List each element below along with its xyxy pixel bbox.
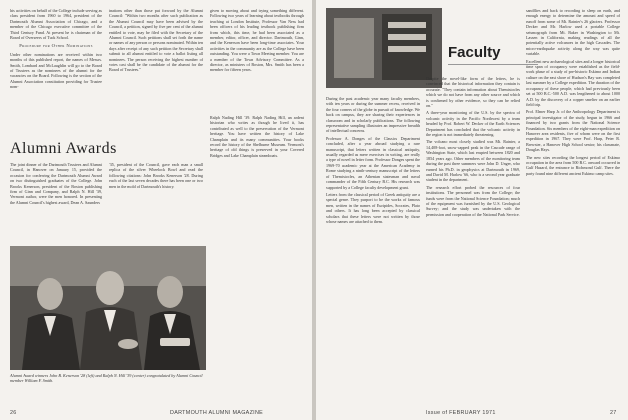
left-col1-procedure: Under other nominations are received within two months of this published report, the names of Messrs. Smith, Lombard and McLaughlin will go to the Board of Trustees as the nominees of the alumni for the vacancies on the Board. Following is the section of the Alumni Association constitution providing for Trustee nom- [10, 51, 102, 90]
right-col1 [326, 96, 420, 396]
right-col1-para3: Letters from the classical period of Greek antiquity are a special genre. They purport to be the works of famous men, written in the names of Euripides, Socrates, Plato and others. It has long been accepted by classical scholars that these letters were not written by those whose names are attached to them. [326, 191, 420, 224]
left-col2-top [109, 8, 203, 128]
right-col2 [426, 76, 520, 396]
left-footer-title: DARTMOUTH ALUMNI MAGAZINE [170, 410, 264, 416]
right-footer-issue: Issue of FEBRUARY 1971 [426, 410, 496, 416]
right-col2-para3: The volcano most closely studied was Mt. Rainier, a 14,408-foot, snow-capped peak in the Cascade range of Washington State, which last erupted between 1820 and 1854 years ago. Other members of the monitoring team during the past three summers were John D. Unger, who earned his Ph.D. in geophysics at Dartmouth in 1969, and David M. Harlow '66, who is a second year graduate student in the department. [426, 139, 520, 183]
right-col3 [526, 8, 620, 396]
right-col3-para4: The new sites recording the longest period of Eskimo occupation in the area from 500 B.C. onward occurred in Gulf Hazard, the entrance to Richmond Gulf. There the party found nine different ancient Eskimo camp sites. [526, 154, 620, 176]
title-rule [448, 64, 538, 65]
right-col2-para2: A three-year monitoring of the U.S. by the spectra of volcanic activity in the Pacific Northwest by a team headed by Prof. Robert W. Decker of the Earth Sciences Department has concluded that the volcanic activity in the region is not immediately threatening. [426, 110, 520, 138]
left-col3 [210, 8, 304, 338]
photo-illustration [10, 246, 206, 370]
right-col3-para2: Excellent new archaeological sites and a longer historical time span of occupancy were established as the field-work phase of a study of pre-historic Eskimo and Indian culture on the east shore of Hudson's Bay was completed last summer by a College expedition. The duration of the occupancy of these people, which had previously been set at 500 B.C.-500 A.D. was lengthened to about 1000 A.D. by the discovery of a copper smelter on an earlier field trip. [526, 58, 620, 107]
right-page-number: 27 [610, 410, 617, 416]
awards-col2 [109, 162, 203, 242]
faculty-section-title: Faculty [448, 44, 501, 61]
right-col1-intro: During the past academic year many faculty members, with ten years or during the summer recess, received in the four corners of the globe in pursuit of knowledge. We back on campus, they are sharing their experiences in classroom and in scholarly publications. The following representative sampling illustrates an impressive breadth of intellectual concerns. [326, 96, 420, 134]
right-col1-para2: Professor A. Donges of the Classics Department concluded, after a year abroad studying a rare manuscript, that letters written in classical antiquity, usually regarded as mere exercises in writing, are really a type of novel in letter form. Professor Donges spent the 1969-70 academic year at the American Academy in Rome studying a ninth-century manuscript of the letters of Themistocles, an Athenian statesman and naval commander of the Fifth Century B.C. His research was supported by a College faculty development grant. [326, 135, 420, 190]
award-winners-photo [10, 246, 206, 370]
faculty-header-photo [326, 8, 442, 88]
right-col2-para4: The research effort probed the resources of four institutions. The personnel was from the College; the funds were from the National Science Foundation; much of the equipment was furnished by the U.S. Geological Survey; and the study was undertaken with the permission and cooperation of the National Park Service. [426, 184, 520, 217]
procedure-heading: Procedure for Other Nominations [19, 43, 93, 49]
alumni-awards-title: Alumni Awards [10, 140, 117, 157]
right-col2-text: Despite the novel-like form of the letters, he is convinced that the historical information they contain is accurate. "They contain information about Themistocles which we do not have from any other source and which is confirmed by other evidence, so they can be relied on." [426, 76, 520, 109]
photo-caption: Alumni Award winners John B. Kenerson '28 (left) and Ralph N. Hill '39 (center) congratulated by Alumni Council member William F. Smith. [10, 373, 203, 384]
left-page-number: 26 [10, 410, 17, 416]
awards-col1-text: The joint dinner of the Dartmouth Trustees and Alumni Council, in Hanover on January 15, provided the occasion for conferring the Dartmouth Alumni Award on two distinguished graduates of the College. John Brooks Kenerson, president of the Boston publishing firm of Ginn and Company, and Ralph N. Hill '39, Vermont author, were the men honored. In presenting the Alumni Council's highest award, Dean A. Saunders [10, 162, 102, 205]
left-col3-text: given to moving about and trying something different. Following two years of learning about textbooks through teaching at London Institute, Professor Van Ness had been officers of his leading textbook publishing firm from which, this time, he had been associated as a member, editor, officer, and director. Dartmouth, Ginn, and the Kenerson have been long-time associates. Your activities in the community are as the College have been outstanding. You were a Town Meeting member. You are a member of the Town Advisory Committee. As a director, as ministers of Boston, Mrs. Smith has been a member for fifteen years. [210, 8, 304, 73]
right-page [316, 0, 628, 420]
left-page [0, 0, 312, 420]
awards-col3-text: Ralph Nading Hill '39. Ralph Nading Hill, an ardent historian who writes as though he lived it, has contributed as well to the preservation of the Vermont heritage. You have written the history of Lake Champlain and its many communities. Your books record the history of the Shelburne Museum. Vermont's heritage of old things is preserved in your Covered Bridges and Lake Champlain steamboats. [210, 114, 304, 158]
awards-col2-text: '35, president of the Council, gave each man a small replica of the silver Wheelock Bowl and read the following citations: John Brooks Kenerson '28. During each of the last seven decades there has been one or two men in the mold of Dartmouth's history. [109, 162, 203, 189]
left-col1-text: his activities on behalf of the College include serving as class president from 1960 to 1964, president of the Dartmouth Alumni Association of Chicago, and a member of the Chicago executive committee of the Third Century Fund. At present he is chairman of the Board of Overseers of Tuck School. [10, 8, 102, 41]
left-col2-text: inations other than those put forward by the Alumni Council: "Within two months after such publication as the Alumni Council may have been advised by the Council, a petition, signed by five per cent of the alumni entitled to vote, may be filed with the Secretary of the Alumni Council. Such petitions shall set forth the name or names of any person or persons nominated. Within ten days after receipt of any such petition the Secretary shall submit to all alumni entitled to vote a ballot listing all nominees. The person receiving the highest number of votes cast shall be the candidate of the alumni for the Board of Trustees." [109, 8, 203, 73]
left-col1-top [10, 8, 102, 128]
faculty-photo-illustration [326, 8, 442, 88]
awards-col1 [10, 162, 102, 242]
right-col3-text: sandflies and back to recording to sleep on earth, and enough energy to determine the amount and speed of runoff from some of Mt. Rainier's 26 glaciers. Professor Decker and Mr. Harlow used a portable College seismograph from Mt. Baker in Washington to Mt. Lassen in California, making readings of all the potentially active volcanoes in the high Cascades. The micro-earthquake activity along the way was quite variable. [526, 8, 620, 57]
right-col3-para3: Prof. Elmer Harp Jr. of the Anthropology Department is principal investigator of the study, begun in 1966 and financed by two grants from the National Science Foundation. Six members of the eight-man expedition on Hanover area residents, five of whom were on the first expedition in 1967. They were Prof. Harp, Peter R. Brewster, a Hanover High School senior; his classmate, Douglas Hays. [526, 109, 620, 153]
